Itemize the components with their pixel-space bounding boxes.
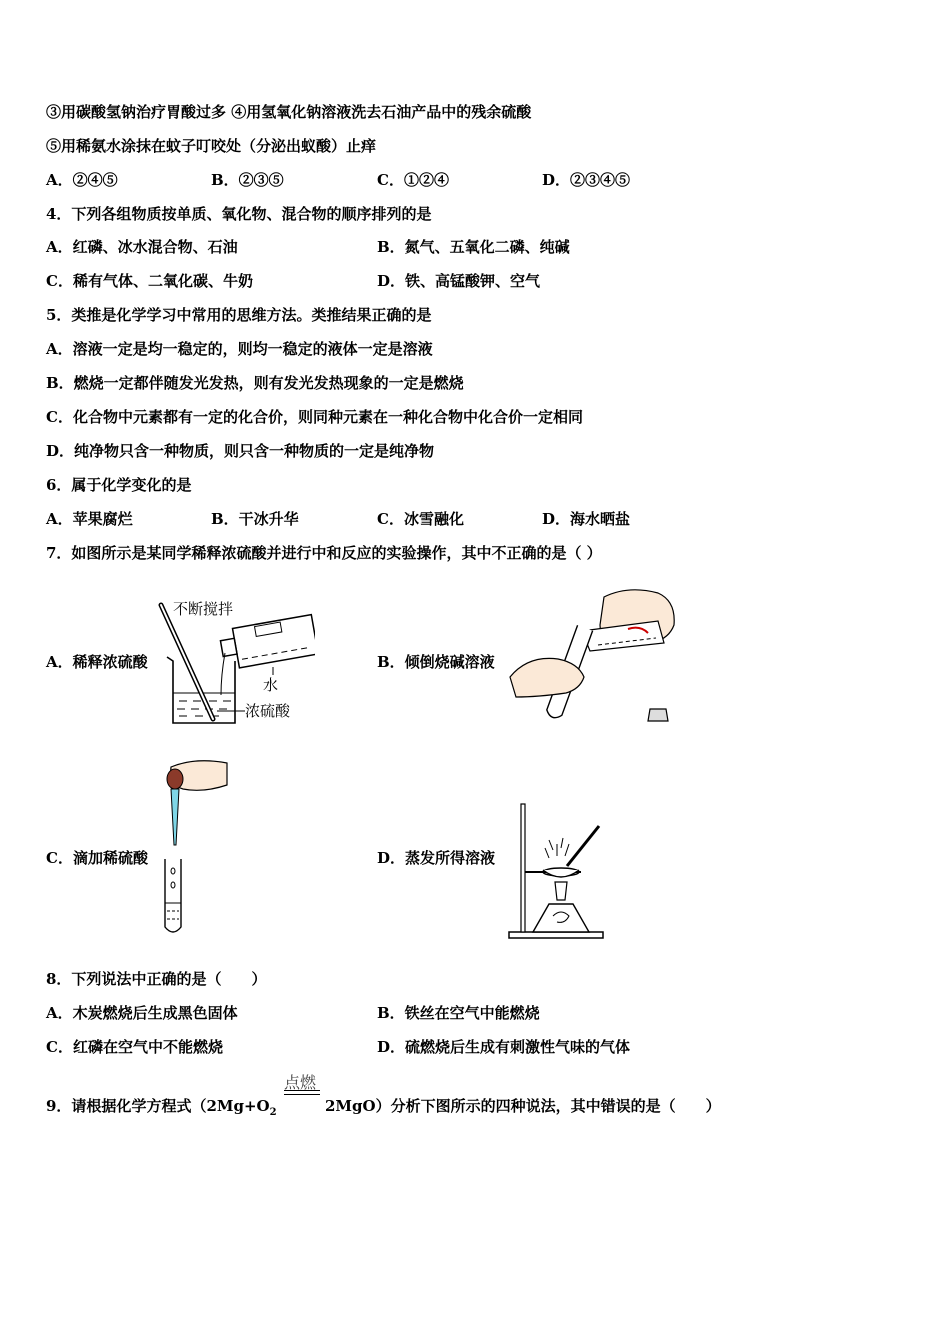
q4-option-d: D．铁、高锰酸钾、空气 (377, 272, 541, 290)
q6-option-d: D．海水晒盐 (542, 510, 631, 528)
q5-option-b: B．燃烧一定都伴随发光发热，则有发光发热现象的一定是燃烧 (46, 374, 464, 392)
q8-option-b: B．铁丝在空气中能燃烧 (377, 1004, 540, 1022)
lower-hand (510, 658, 584, 697)
q8-option-d: D．硫燃烧后生成有刺激性气味的气体 (377, 1038, 631, 1056)
q7-option-d: D．蒸发所得溶液 (377, 849, 496, 867)
q7-stem: 7．如图所示是某同学稀释浓硫酸并进行中和反应的实验操作，其中不正确的是（ ） (46, 544, 602, 562)
alcohol-lamp (533, 904, 589, 932)
q5-option-c: C．化合物中元素都有一定的化合价，则同种元素在一种化合物中化合价一定相同 (46, 408, 583, 426)
label-conc-acid: 浓硫酸 (245, 702, 291, 720)
figure-dilute-acid (155, 595, 315, 735)
q9-prefix-text: 9．请根据化学方程式（2Mg+O (46, 1097, 270, 1115)
water-stream (221, 653, 225, 695)
q6-option-b: B．干冰升华 (211, 510, 299, 528)
q4-option-c: C．稀有气体、二氧化碳、牛奶 (46, 272, 253, 290)
label-stir: 不断搅拌 (173, 600, 234, 618)
lamp-wick (555, 882, 567, 900)
figure-dropper (155, 755, 235, 940)
q9-prefix (46, 1096, 277, 1123)
q3-line1: ③用碳酸氢钠治疗胃酸过多 ④用氢氧化钠溶液洗去石油产品中的残余硫酸 (46, 103, 532, 121)
q7-option-c: C．滴加稀硫酸 (46, 849, 148, 867)
q6-option-a: A．苹果腐烂 (46, 510, 133, 528)
stirring-rod (567, 826, 599, 866)
q5-option-a: A．溶液一定是均一稳定的，则均一稳定的液体一定是溶液 (46, 340, 433, 358)
sparks (545, 838, 569, 858)
pouring-bottle (582, 621, 664, 651)
q8-option-c: C．红磷在空气中不能燃烧 (46, 1038, 223, 1056)
evaporating-dish (543, 870, 579, 877)
q3-option-d: D．②③④⑤ (542, 171, 631, 189)
dropper-bulb (167, 769, 183, 789)
q4-option-b: B．氮气、五氧化二磷、纯碱 (377, 238, 570, 256)
equals-sign (284, 1090, 320, 1095)
q6-option-c: C．冰雪融化 (377, 510, 464, 528)
figure-evaporation (505, 800, 610, 942)
figure-pour-solution (508, 585, 683, 735)
q5-stem: 5．类推是化学学习中常用的思维方法。类推结果正确的是 (46, 306, 432, 324)
stand-base (509, 932, 603, 938)
q7-option-a: A．稀释浓硫酸 (46, 653, 148, 671)
q3-option-b: B．②③⑤ (211, 171, 284, 189)
q7-option-b: B．倾倒烧碱溶液 (377, 653, 495, 671)
receiving-test-tube (165, 859, 181, 932)
reagent-bottle (219, 615, 315, 671)
q4-stem: 4．下列各组物质按单质、氧化物、混合物的顺序排列的是 (46, 205, 432, 223)
q8-stem: 8．下列说法中正确的是（ ） (46, 970, 267, 988)
reaction-condition: 点燃 (284, 1073, 317, 1092)
dropper-tube (171, 789, 179, 845)
stand-rod (521, 804, 525, 932)
q4-option-a: A．红磷、冰水混合物、石油 (46, 238, 238, 256)
q5-option-d: D．纯净物只含一种物质，则只含一种物质的一定是纯净物 (46, 442, 435, 460)
label-water: 水 (263, 676, 279, 694)
q9-product: 2MgO）分析下图所示的四种说法，其中错误的是（ ） (325, 1097, 721, 1115)
bottle-stopper (648, 709, 668, 721)
q3-option-a: A．②④⑤ (46, 171, 118, 189)
q3-option-c: C．①②④ (377, 171, 449, 189)
q6-stem: 6．属于化学变化的是 (46, 476, 192, 494)
q8-option-a: A．木炭燃烧后生成黑色固体 (46, 1004, 238, 1022)
q3-line2: ⑤用稀氨水涂抹在蚊子叮咬处（分泌出蚁酸）止痒 (46, 137, 377, 155)
q9-subscript: 2 (269, 1107, 277, 1118)
